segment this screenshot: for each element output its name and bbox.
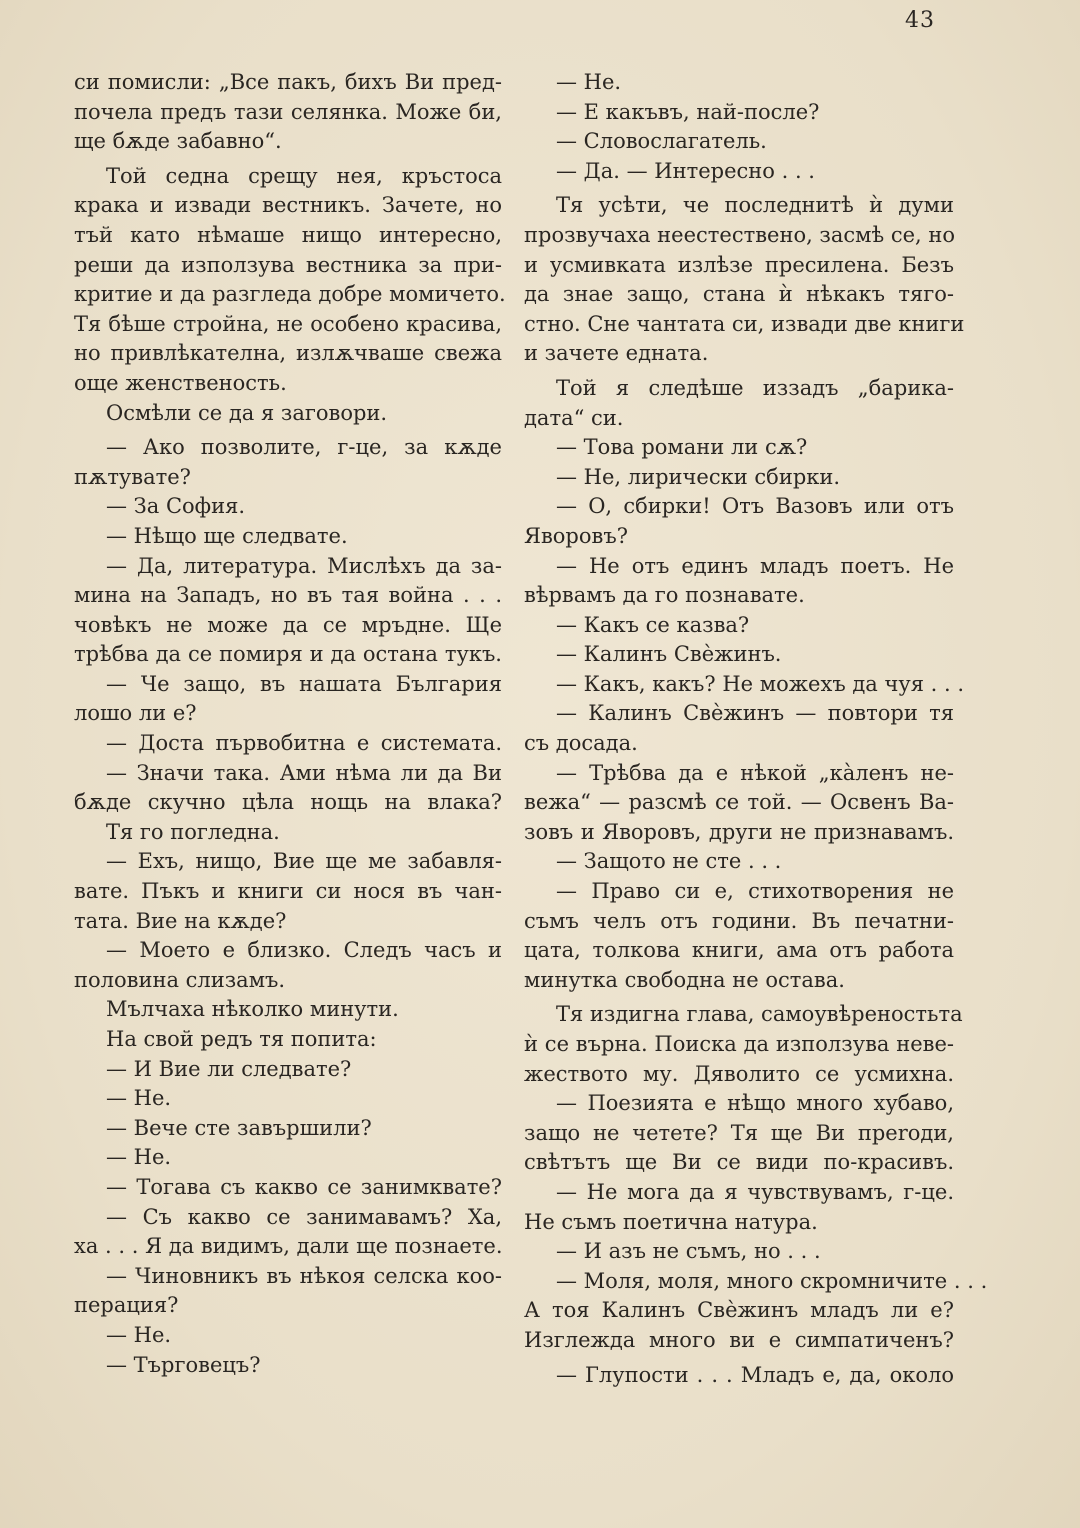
text-line: половина слизамъ. [74,967,286,992]
text-line: трѣбва да се помиря и да остана тукъ. [74,642,502,667]
text-line: мина на Западъ, но въ тая война . . . [74,583,502,608]
text-line: — Моля, моля, много скромничите . . . [556,1268,988,1293]
text-line: пѫтувате? [74,464,191,489]
text-line: — Не мога да я чувствувамъ, г-це. [556,1179,954,1204]
text-line: — Търговецъ? [106,1352,261,1377]
text-line: — Ехъ, нищо, Вие ще ме забавля- [106,849,502,874]
text-line: и зачете едната. [524,341,709,366]
text-line: — Не. [106,1322,172,1347]
text-line: — Е какъвъ, най-после? [556,99,820,124]
right-text-column [524,68,988,1390]
text-line: — Ако позволите, г-це, за кѫде [106,435,502,460]
text-line: бѫде скучно цѣла нощь на влака? [74,790,502,815]
text-line: защо не четете? Тя ще Ви преroди, [524,1120,954,1145]
text-line: — Глупости . . . Младъ е, да, около [556,1362,954,1387]
text-line: Тя бѣше стройна, не особено красива, [74,311,502,336]
text-line: — Калинъ Свѐжинъ — повтори тя [556,701,954,726]
text-line: ще бѫде забавно“. [74,129,282,154]
text-line: още женственость. [74,370,287,395]
text-line: Изглежда много ви е симпатиченъ? [524,1327,954,1352]
text-line: Тя усѣти, че последнитѣ ѝ думи [556,193,954,218]
text-line: — Какъ се казва? [556,612,750,637]
text-line: — Не. [106,1086,172,1111]
text-line: — Съ какво се занимавамъ? Ха, [106,1204,502,1229]
text-line: минутка свободна не остава. [524,967,845,992]
text-line: да знае защо, стана ѝ нѣкакъ тяго- [524,282,954,307]
page-number: 43 [905,8,935,33]
text-line: и усмивката излѣзе пресилена. Безъ [524,252,954,277]
text-line: Той седна срещу нея, кръстоса [106,163,502,188]
text-line: но привлѣкателна, излѫчваше свежа [74,341,502,366]
left-text-column [74,68,506,1380]
text-line: тата. Вие на кѫде? [74,908,287,933]
text-line: — Значи така. Ами нѣма ли да Ви [106,760,502,785]
text-line: ѝ се върна. Поиска да използува неве- [524,1032,954,1056]
text-line: — Трѣбва да е нѣкой „кàленъ не- [556,760,954,785]
text-line: вежа“ — разсмѣ се той. — Освенъ Ва- [524,790,954,815]
text-line: — Доста първобитна е системата. [106,731,502,756]
text-line: тъй като нѣмаше нищо интересно, [74,222,502,247]
text-line: — Не отъ единъ младъ поетъ. Не [556,553,954,578]
text-line: На свой редъ тя попита: [106,1027,377,1051]
text-line: Тя го погледна. [106,819,280,844]
text-line: — Поезията е нѣщо много хубаво, [556,1091,954,1116]
text-line: — И азъ не съмъ, но . . . [556,1239,821,1264]
text-line: — Че защо, въ нашата България [106,671,502,696]
text-line: Осмѣли се да я заговори. [106,400,388,425]
text-line: — Да. — Интересно . . . [556,158,815,183]
text-line: вате. Пъкъ и книги си нося въ чан- [74,879,502,904]
text-line: — Моето е близко. Следъ часъ и [106,938,502,963]
text-line: — Да, литература. Мислѣхъ да за- [106,553,502,578]
text-line: — Словослагатель. [556,129,767,154]
text-line: Мълчаха нѣколко минути. [106,997,399,1022]
text-line: — Не. [556,70,622,94]
text-line: — Калинъ Свѐжинъ. [556,642,782,667]
text-line: Той я следѣше иззадъ „барика- [556,375,954,400]
text-line: — Право си е, стихотворения не [556,879,954,904]
text-line: почела предъ тази селянка. Може би, [74,99,502,124]
text-line: човѣкъ не може да се мръдне. Ще [74,612,502,637]
text-line: перация? [74,1293,179,1318]
text-line: жеството му. Дяволито се усмихна. [524,1061,954,1086]
text-line: — Това романи ли сѫ? [556,435,808,460]
text-line: крака и извади вестникъ. Зачете, но [74,193,502,218]
text-line: — Защото не сте . . . [556,849,782,874]
text-line: — Не. [106,1145,172,1170]
text-line: реши да използува вестника за при- [74,252,502,277]
text-line: — Вече сте завършили? [106,1115,372,1140]
text-line: Тя издигна глава, самоувѣреностьта [556,1002,963,1027]
text-line: — И Вие ли следвате? [106,1056,352,1081]
text-line: стно. Сне чантата си, извади две книги [524,311,965,336]
text-line: си помисли: „Все пакъ, бихъ Ви пред- [74,70,502,94]
text-line: А тоя Калинъ Свѐжинъ младъ ли е? [524,1298,954,1323]
text-line: Не съмъ поетична натура. [524,1209,818,1234]
text-line: — Тогава съ какво се занимквате? [106,1174,502,1199]
text-line: дата“ си. [524,405,624,430]
text-line: цата, толкова книги, ама отъ работа [524,938,954,963]
text-line: свѣтътъ ще Ви се види по-красивъ. [524,1150,954,1175]
text-line: — Какъ, какъ? Не можехъ да чуя . . . [556,671,965,696]
text-line: критие и да разгледа добре момичето. [74,282,506,307]
text-line: съ досада. [524,731,638,756]
text-line: съмъ челъ отъ години. Въ печатни- [524,908,954,933]
text-line: — Чиновникъ въ нѣкоя селска коо- [106,1263,502,1288]
text-line: вѣрвамъ да го познавате. [524,583,805,608]
text-line: Яворовъ? [524,523,628,548]
text-line: — Не, лирически сбирки. [556,464,841,489]
text-line: лошо ли е? [74,701,197,726]
text-line: — О, сбирки! Отъ Вазовъ или отъ [556,494,954,519]
text-line: ха . . . Я да видимъ, дали ще познаете. [74,1234,503,1259]
text-line: прозвучаха неестествено, засмѣ се, но [524,222,956,247]
text-line: — Нѣщо ще следвате. [106,523,348,548]
text-line: — За София. [106,494,246,519]
text-line: зовъ и Яворовъ, други не признавамъ. [524,819,954,844]
